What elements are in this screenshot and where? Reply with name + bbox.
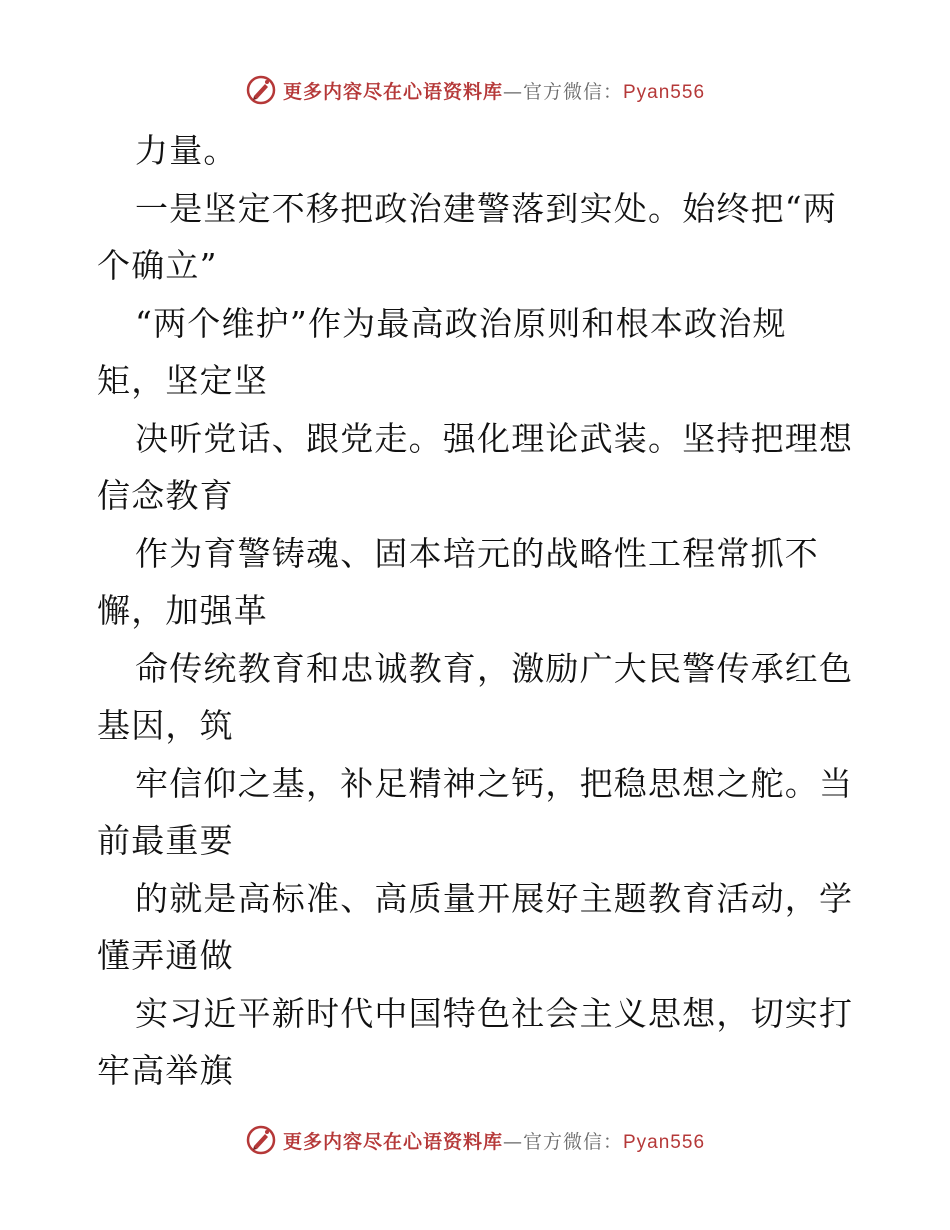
text-line: 懂弄通做 (97, 936, 234, 975)
text-line: 懈，加强革 (97, 591, 268, 630)
text-line: “两个维护”作为最高政治原则和根本政治规 (135, 303, 787, 343)
text-line: 个确立” (97, 246, 218, 285)
text-line: 矩，坚定坚 (97, 361, 268, 400)
text-line: 力量。 (135, 131, 238, 170)
text-line: 作为育警铸魂、固本培元的战略性工程常抓不 (135, 533, 819, 573)
pen-logo-icon (245, 74, 277, 106)
watermark-text: 更多内容尽在心语资料库—官方微信：Pyan556 (282, 80, 706, 103)
text-line: 的就是高标准、高质量开展好主题教育活动，学 (135, 878, 854, 918)
text-line: 命传统教育和忠诚教育，激励广大民警传承红色 (135, 648, 854, 688)
watermark-text: 更多内容尽在心语资料库—官方微信：Pyan556 (282, 1130, 706, 1153)
document-body (97, 122, 857, 1100)
text-line: 决听党话、跟党走。强化理论武装。坚持把理想 (135, 418, 854, 458)
text-line: 牢信仰之基，补足精神之钙，把稳思想之舵。当 (135, 763, 854, 803)
text-line: 前最重要 (97, 821, 234, 860)
footer-watermark (0, 1120, 950, 1160)
text-line: 一是坚定不移把政治建警落到实处。始终把“两 (135, 188, 838, 228)
text-line: 实习近平新时代中国特色社会主义思想，切实打 (135, 993, 854, 1033)
header-watermark (0, 70, 950, 110)
text-line: 基因，筑 (97, 706, 234, 745)
text-line: 信念教育 (97, 476, 234, 515)
pen-logo-icon (245, 1124, 277, 1156)
text-line: 牢高举旗 (97, 1051, 234, 1090)
